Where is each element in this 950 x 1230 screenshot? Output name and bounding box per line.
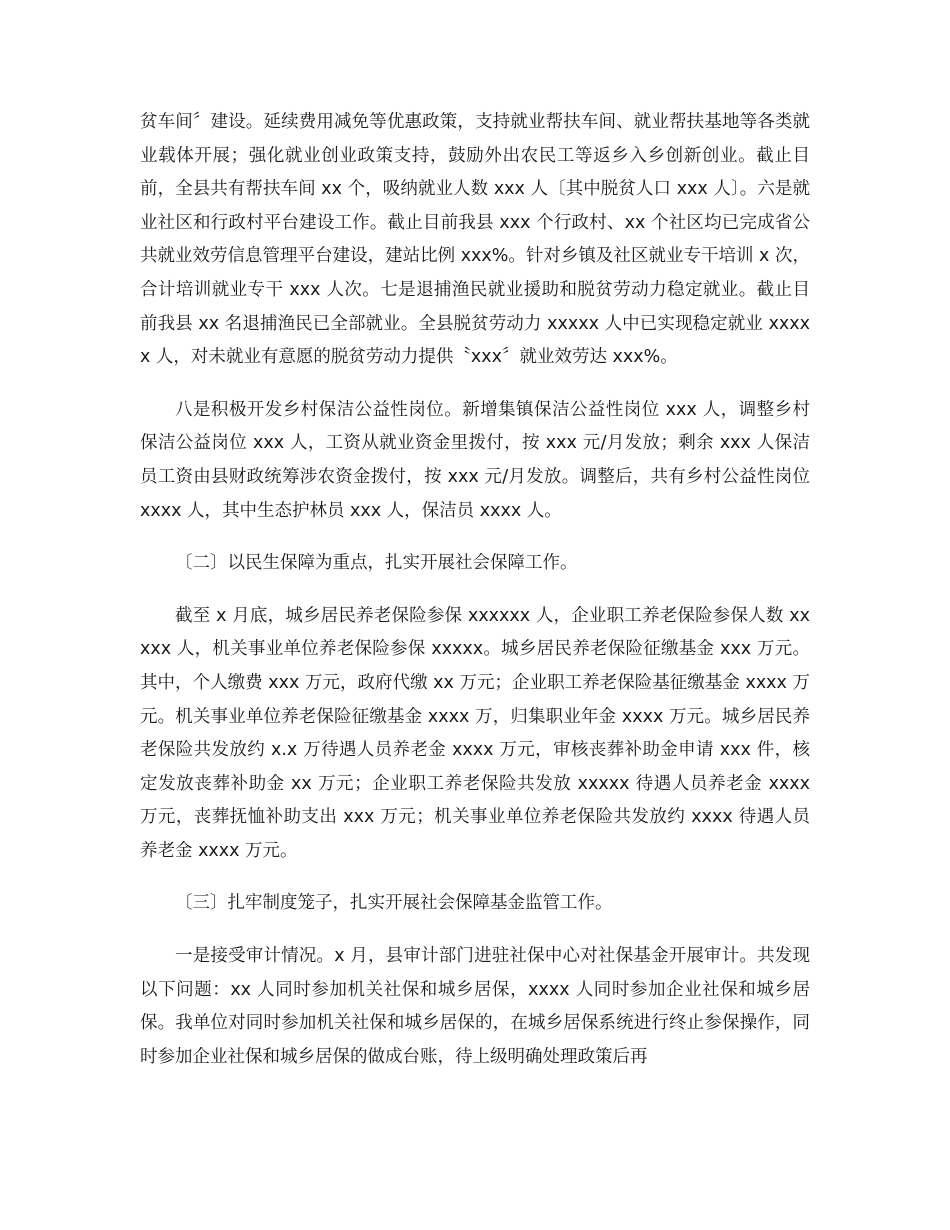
paragraph-cleaning-posts: 八是积极开发乡村保洁公益性岗位。新增集镇保洁公益性岗位 xxx 人，调整乡村保洁公益岗位 xxx 人，工资从就业资金里拨付，按 xxx 元/月发放；剩余 xxx 人保洁员工资由县财政统筹涉农资金拨付，按 xxx 元/月发放。调整后，共有乡村公益性岗位 xxxx 人，其中生态护林员 xxx 人，保洁员 xxxx 人。: [140, 399, 810, 521]
paragraph-pension-insurance: 截至 x 月底，城乡居民养老保险参保 xxxxxx 人，企业职工养老保险参保人数 xxxxx 人，机关事业单位养老保险参保 xxxxx。城乡居民养老保险征缴基金 xxx 万元。其中，个人缴费 xxx 万元，政府代缴 xx 万元；企业职工养老保险基征缴基金 xxxx 万元。机关事业单位养老保险征缴基金 xxxx 万，归集职业年金 xxxx 万元。城乡居民养老保险共发放约 x.x 万待遇人员养老金 xxxx 万元，审核丧葬补助金申请 xxx 件，核定发放丧葬补助金 xx 万元；企业职工养老保险共发放 xxxxx 待遇人员养老金 xxxx 万元，丧葬抚恤补助支出 xxx 万元；机关事业单位养老保险共发放约 xxxx 待遇人员养老金 xxxx 万元。: [140, 605, 810, 861]
paragraph-audit: 一是接受审计情况。x 月，县审计部门进驻社保中心对社保基金开展审计。共发现以下问题：xx 人同时参加机关社保和城乡居保，xxxx 人同时参加企业社保和城乡居保。我单位对同时参加机关社保和城乡居保的，在城乡居保系统进行终止参保操作，同时参加企业社保和城乡居保的做成台账，待上级明确处理政策后再: [140, 946, 810, 1067]
section-heading-fund-supervision: 〔三〕扎牢制度笼子，扎实开展社会保障基金监管工作。: [175, 893, 613, 914]
document-body: [140, 106, 810, 1093]
section-heading-social-security: 〔二〕以民生保障为重点，扎实开展社会保障工作。: [175, 553, 578, 574]
paragraph-employment-continued: 贫车间〞建设。延续费用减免等优惠政策，支持就业帮扶车间、就业帮扶基地等各类就业载体开展；强化就业创业政策支持，鼓励外出农民工等返乡入乡创新创业。截止目前，全县共有帮扶车间 xx 个，吸纳就业人数 xxx 人〔其中脱贫人口 xxx 人〕。六是就业社区和行政村平台建设工作。截止目前我县 xxx 个行政村、xx 个社区均已完成省公共就业效劳信息管理平台建设，建站比例 xxx%。针对乡镇及社区就业专干培训 x 次，合计培训就业专干 xxx 人次。七是退捕渔民就业援助和脱贫劳动力稳定就业。截止目前我县 xx 名退捕渔民已全部就业。全县脱贫劳动力 xxxxx 人中已实现稳定就业 xxxxx 人，对未就业有意愿的脱贫劳动力提供〝xxx〞就业效劳达 xxx%。: [140, 112, 810, 368]
